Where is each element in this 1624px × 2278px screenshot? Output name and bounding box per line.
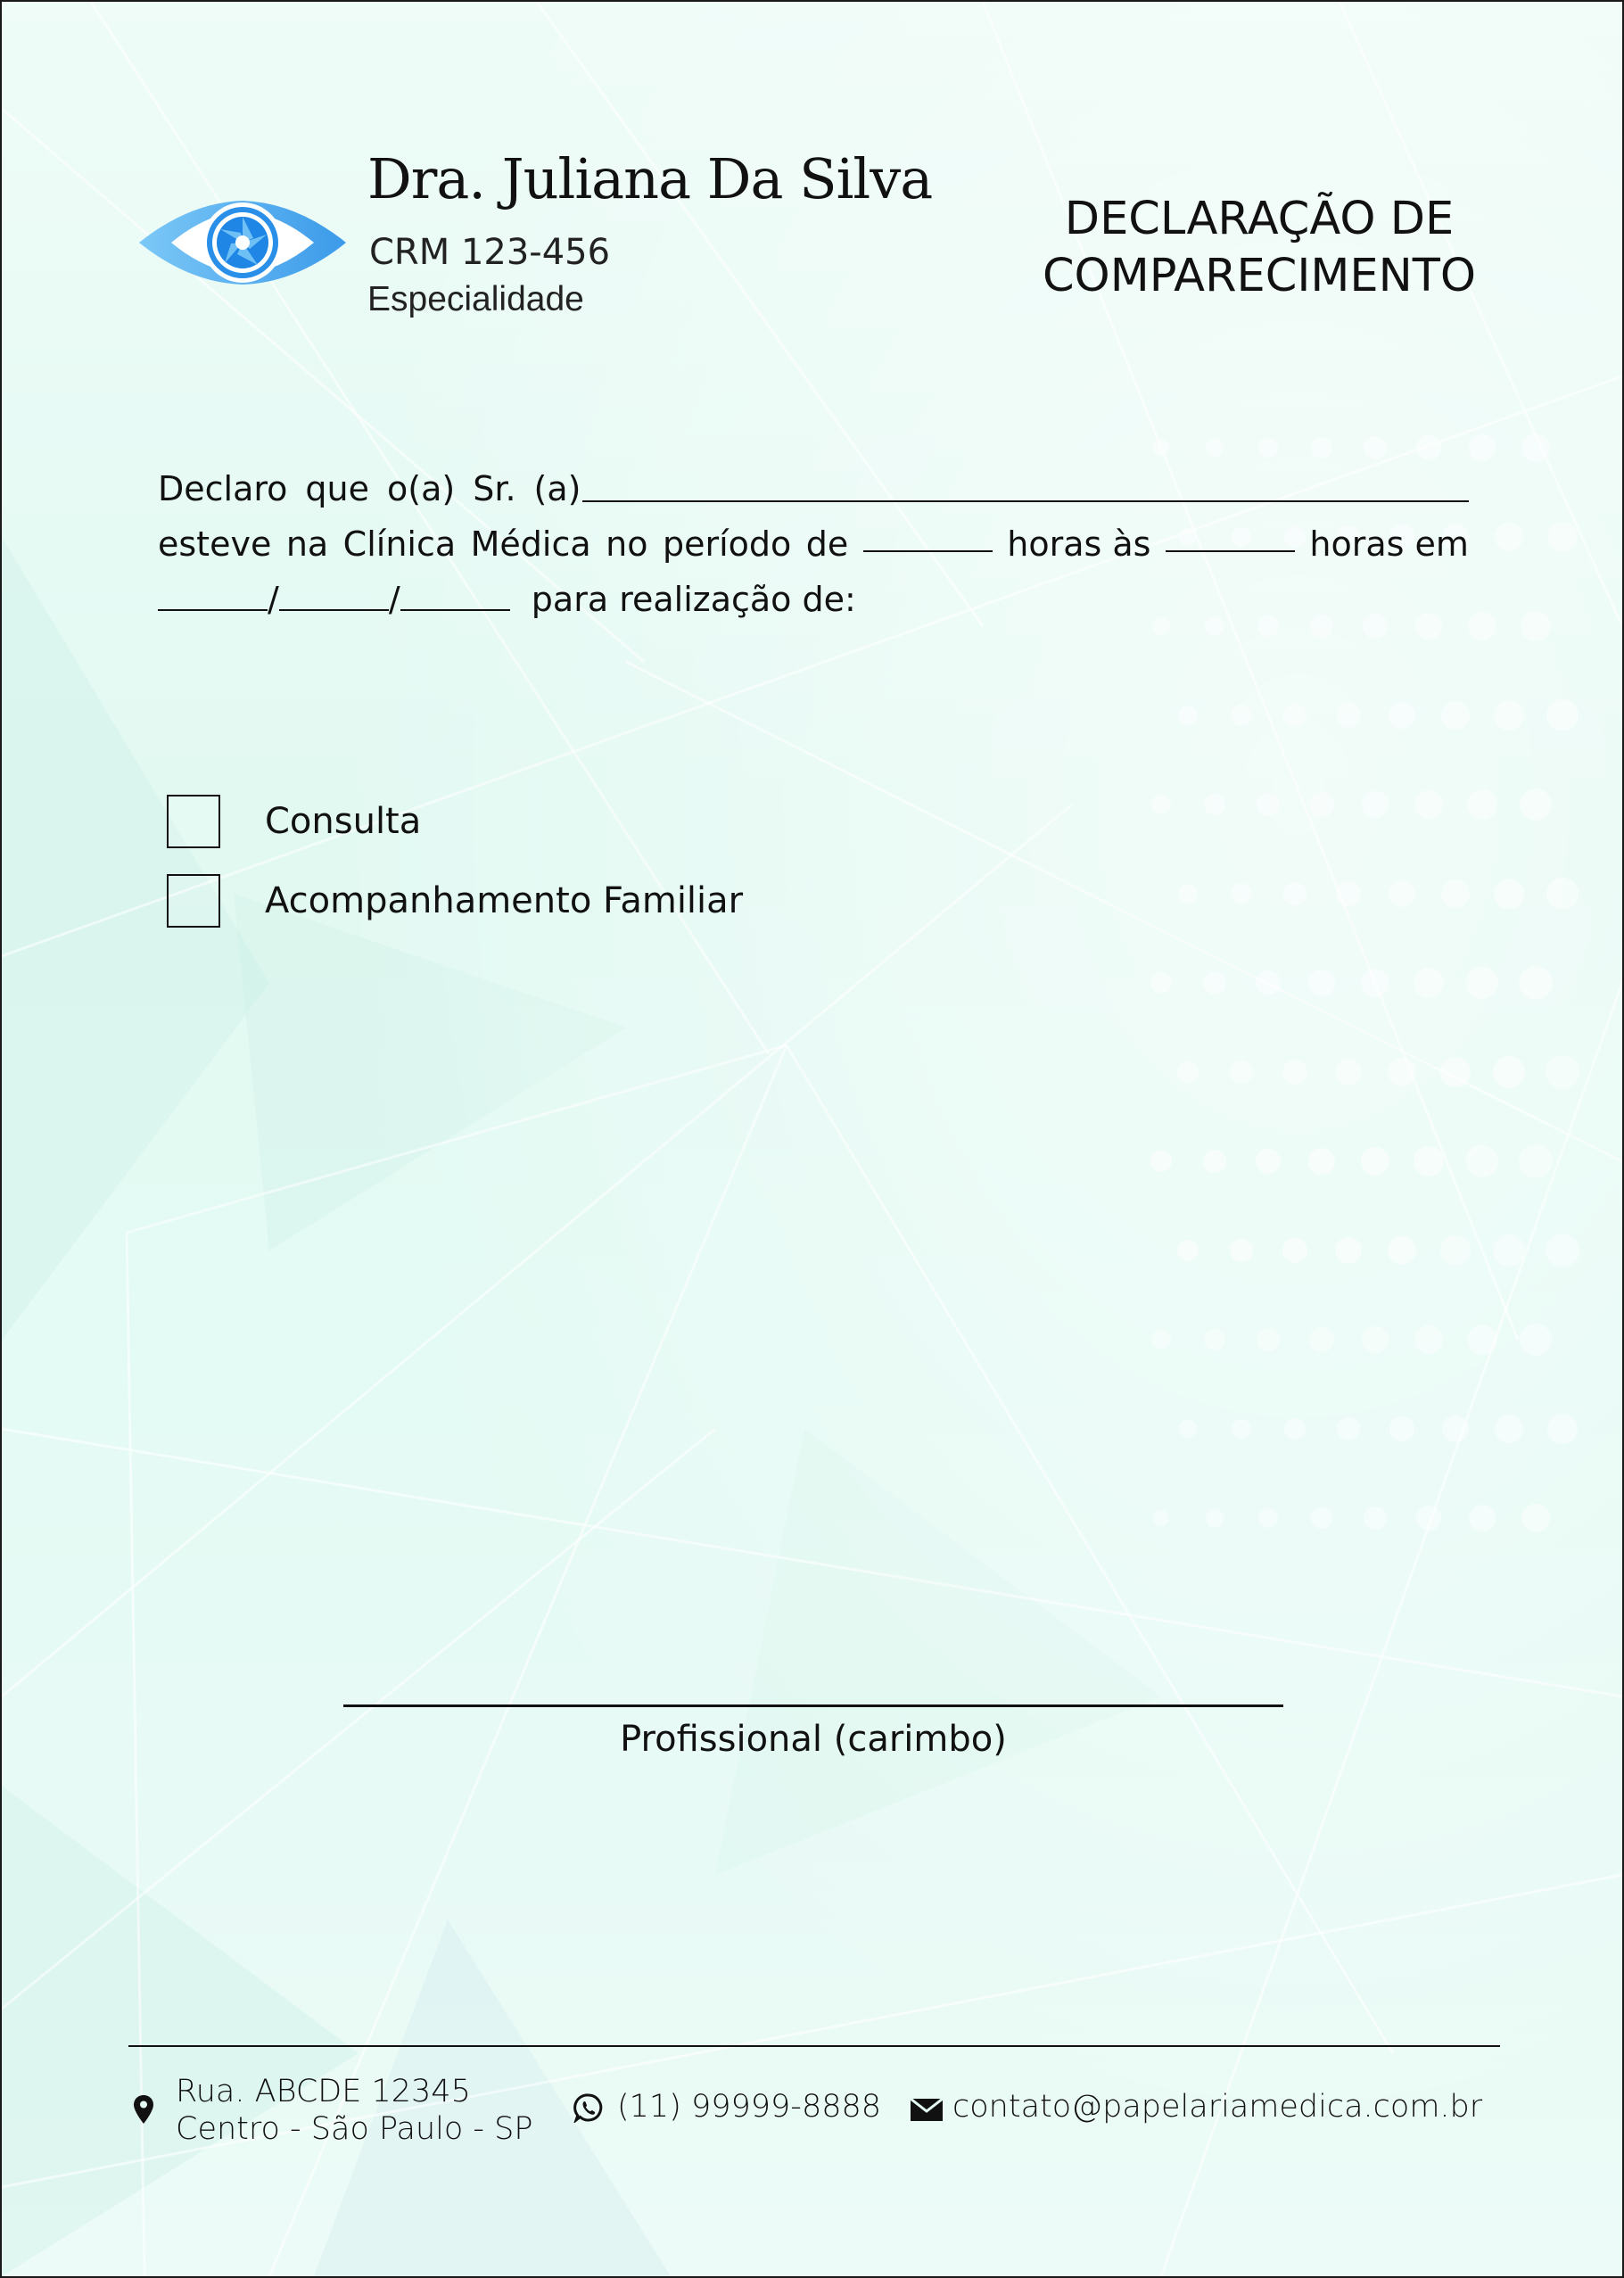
declaration-line-2	[158, 516, 1469, 572]
patient-name-field[interactable]	[582, 461, 1469, 502]
word: no	[606, 524, 648, 564]
checkbox-acompanhamento[interactable]	[167, 874, 220, 928]
crm-number: CRM 123-456	[369, 232, 611, 273]
specialty: Especialidade	[367, 280, 584, 318]
option-consulta[interactable]	[167, 795, 421, 848]
signature-label: Profissional (carimbo)	[620, 1719, 1007, 1760]
word: na	[285, 524, 329, 564]
title-line-2: COMPARECIMENTO	[1042, 250, 1477, 302]
word: (a)	[533, 469, 581, 508]
option-acompanhamento[interactable]	[167, 874, 743, 928]
envelope-icon	[911, 2099, 943, 2121]
word: Declaro	[158, 469, 288, 508]
map-pin-icon	[134, 2095, 153, 2124]
checkbox-consulta[interactable]	[167, 795, 220, 848]
address	[176, 2073, 533, 2148]
declaration-text	[158, 461, 1469, 627]
title-line-1: DECLARAÇÃO DE	[1064, 193, 1455, 245]
background-pattern	[2, 2, 1622, 2276]
day-field[interactable]	[158, 575, 268, 611]
hours-to-text: horas às	[1007, 524, 1151, 564]
hours-on-text: horas em	[1309, 524, 1469, 564]
start-hour-field[interactable]	[863, 516, 993, 552]
month-field[interactable]	[279, 575, 389, 611]
phone-number[interactable]: (11) 99999-8888	[617, 2089, 882, 2125]
word: esteve	[158, 524, 272, 564]
word: período	[662, 524, 792, 564]
word: Sr.	[473, 469, 516, 508]
word: que	[305, 469, 370, 508]
date-separator: /	[268, 580, 279, 619]
word: Médica	[470, 524, 591, 564]
document-title	[1001, 191, 1518, 305]
year-field[interactable]	[400, 575, 510, 611]
footer-divider	[128, 2045, 1500, 2047]
date-separator: /	[388, 580, 400, 619]
end-hour-field[interactable]	[1166, 516, 1295, 552]
doctor-name: Dra. Juliana Da Silva	[367, 146, 933, 211]
address-line-1: Rua. ABCDE 12345	[176, 2074, 471, 2109]
whatsapp-icon	[573, 2092, 604, 2123]
declaration-line-3	[158, 572, 1469, 627]
signature-line[interactable]	[343, 1704, 1283, 1707]
option-label: Consulta	[265, 801, 422, 842]
word: o(a)	[387, 469, 456, 508]
word: Clínica	[342, 524, 457, 564]
word: de	[805, 524, 849, 564]
purpose-text: para realização de:	[531, 580, 856, 619]
address-line-2: Centro - São Paulo - SP	[176, 2111, 533, 2147]
email-address[interactable]: contato@papelariamedica.com.br	[952, 2089, 1483, 2125]
eye-aperture-icon	[136, 194, 350, 292]
declaration-line-1	[158, 461, 1469, 516]
option-label: Acompanhamento Familiar	[265, 880, 744, 921]
